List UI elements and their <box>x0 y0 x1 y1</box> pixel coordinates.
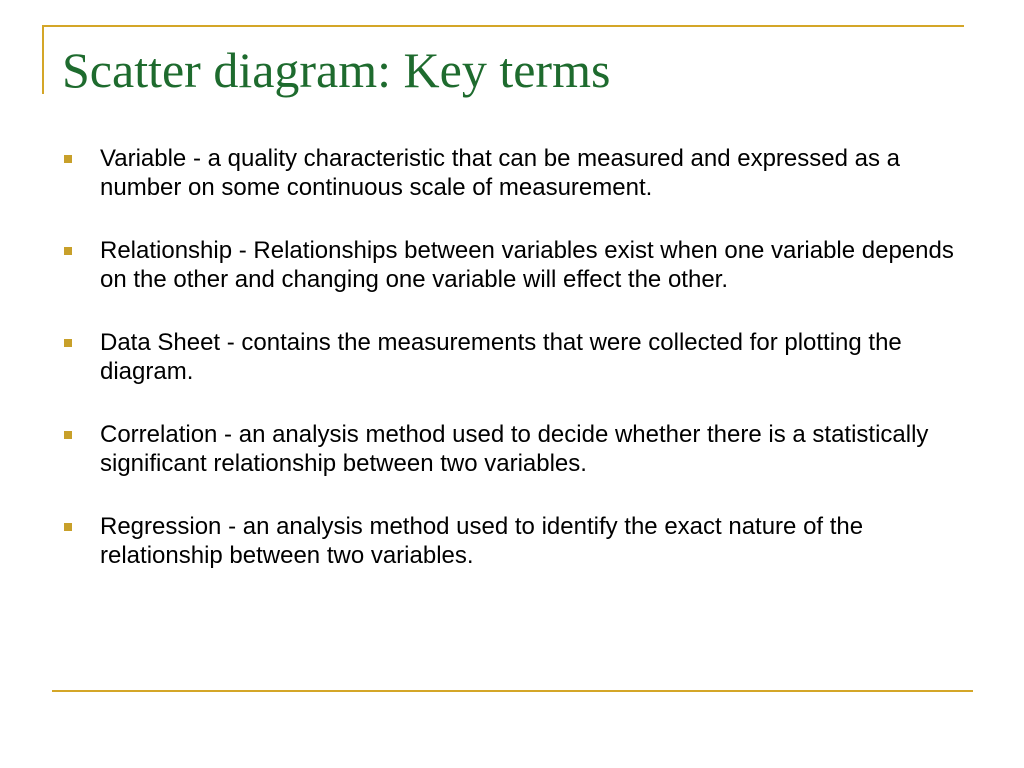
bullet-text: Data Sheet - contains the measurements that were collected for plotting the diagram. <box>100 329 902 385</box>
bullet-text: Variable - a quality characteristic that can be measured and expressed as a number on some continuous scale of measurement. <box>100 145 900 201</box>
bullet-item-relationship <box>62 236 962 294</box>
square-bullet-icon <box>64 339 72 347</box>
bullet-text: Relationship - Relationships between variables exist when one variable depends on the other and changing one variable will effect the other. <box>100 237 954 293</box>
frame-top-rule <box>42 25 964 27</box>
square-bullet-icon <box>64 155 72 163</box>
bullet-item-regression <box>62 512 962 570</box>
frame-left-rule <box>42 25 44 94</box>
slide-title: Scatter diagram: Key terms <box>62 42 611 98</box>
bullet-list <box>62 144 962 604</box>
square-bullet-icon <box>64 431 72 439</box>
square-bullet-icon <box>64 247 72 255</box>
bullet-text: Correlation - an analysis method used to decide whether there is a statistically significant relationship between two variables. <box>100 421 929 477</box>
frame-bottom-rule <box>52 690 973 692</box>
bullet-item-data-sheet <box>62 328 962 386</box>
square-bullet-icon <box>64 523 72 531</box>
bullet-item-variable <box>62 144 962 202</box>
bullet-item-correlation <box>62 420 962 478</box>
bullet-text: Regression - an analysis method used to identify the exact nature of the relationship between two variables. <box>100 513 864 569</box>
